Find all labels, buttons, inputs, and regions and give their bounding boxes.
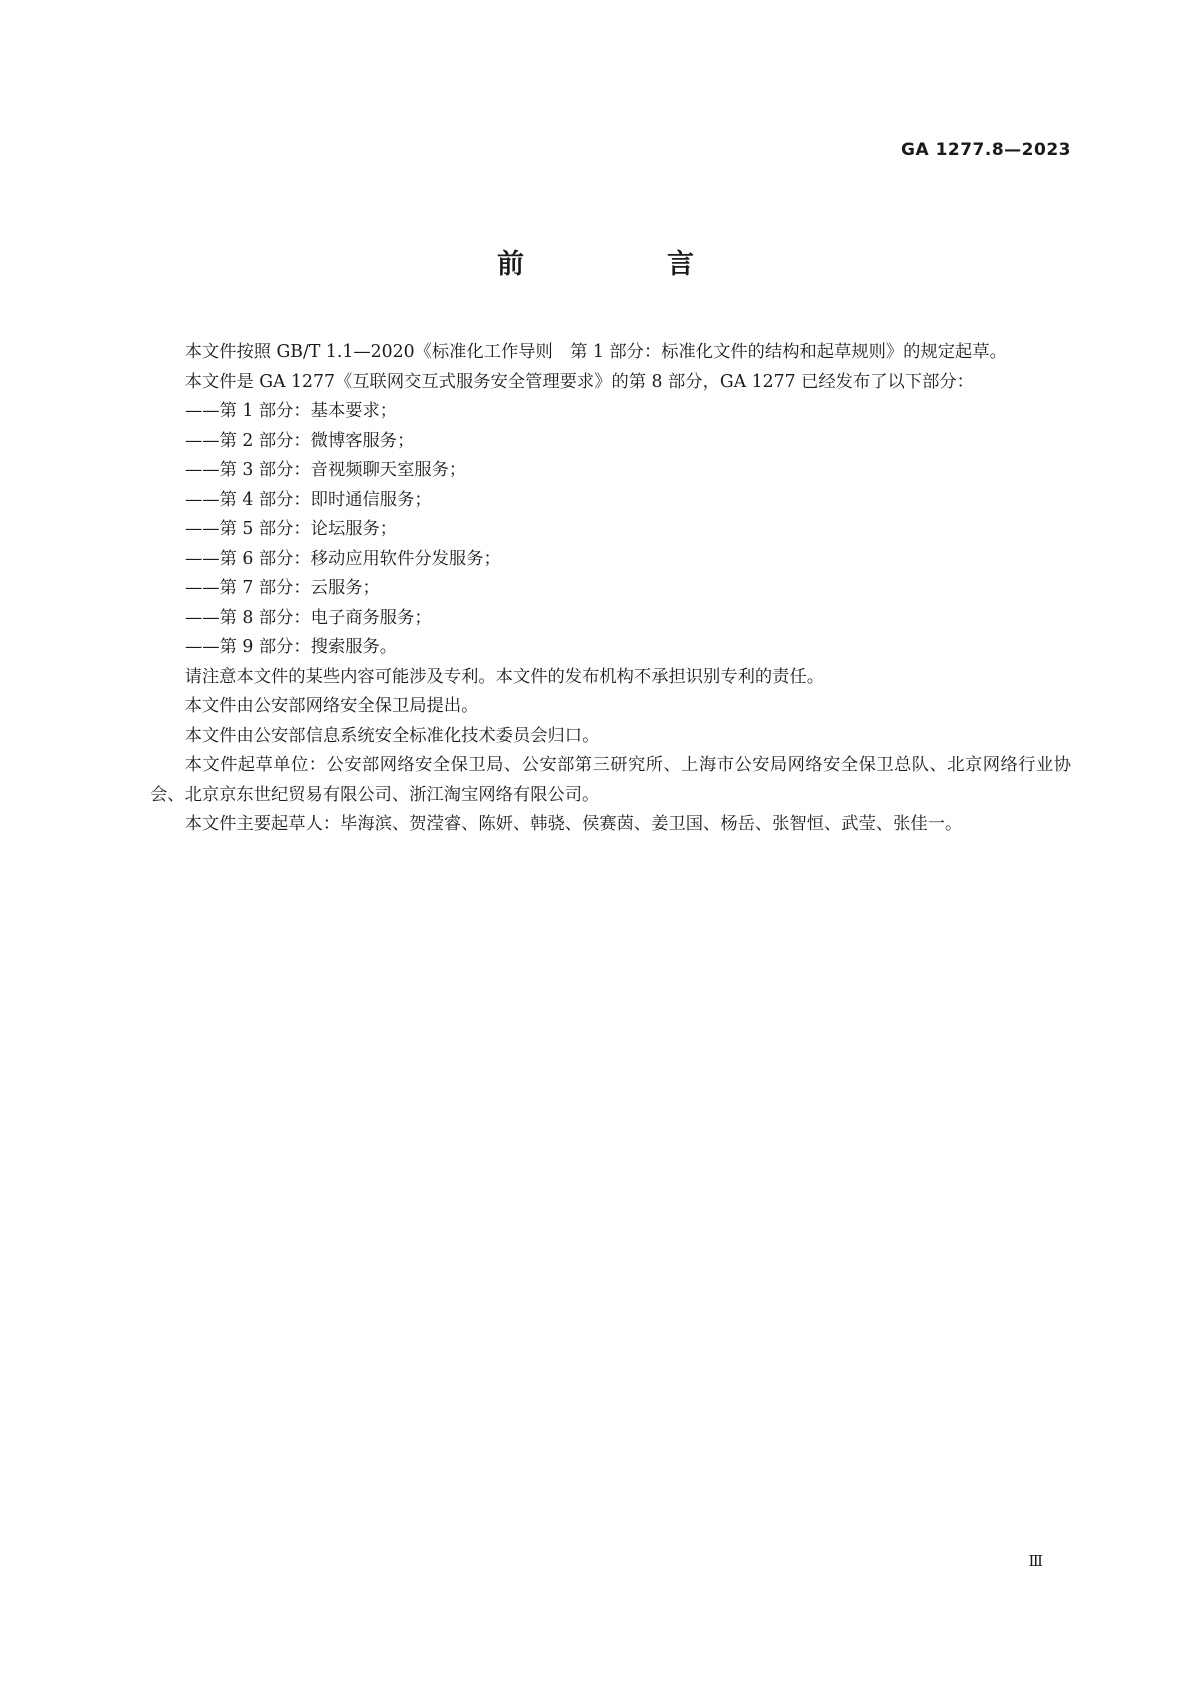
- parts-list-item: ——第 5 部分：论坛服务；: [185, 519, 398, 539]
- parts-list-item: ——第 8 部分：电子商务服务；: [185, 607, 432, 628]
- committee-paragraph: 本文件由公安部信息系统安全标准化技术委员会归口。: [184, 725, 600, 746]
- parts-list-item: ——第 3 部分：音视频聊天室服务；: [185, 460, 467, 480]
- proposer-paragraph: 本文件由公安部网络安全保卫局提出。: [184, 696, 479, 716]
- parts-list-item: ——第 4 部分：即时通信服务；: [185, 489, 432, 510]
- document-body: [150, 338, 1071, 840]
- page-title: 前 言: [497, 249, 752, 280]
- drafting-units-paragraph: 本文件起草单位：公安部网络安全保卫局、公安部第三研究所、上海市公安局网络安全保卫总队、北京网络行业协会、北京京东世纪贸易有限公司、浙江淘宝网络有限公司。: [150, 755, 1071, 805]
- parts-list-item: ——第 9 部分：搜索服务。: [185, 637, 398, 657]
- parts-list-item: ——第 2 部分：微博客服务；: [185, 430, 415, 451]
- parts-list-item: ——第 1 部分：基本要求；: [185, 401, 398, 421]
- parts-list-item: ——第 6 部分：移动应用软件分发服务；: [185, 548, 501, 569]
- intro-paragraph: 本文件是 GA 1277《互联网交互式服务安全管理要求》的第 8 部分，GA 1277 已经发布了以下部分：: [184, 371, 974, 392]
- patent-notice-paragraph: 请注意本文件的某些内容可能涉及专利。本文件的发布机构不承担识别专利的责任。: [184, 666, 825, 687]
- parts-list-item: ——第 7 部分：云服务；: [185, 578, 380, 598]
- drafters-paragraph: 本文件主要起草人：毕海滨、贺滢睿、陈妍、韩骁、侯赛茵、姜卫国、杨岳、张智恒、武莹、张佳一。: [184, 814, 963, 834]
- intro-paragraph: 本文件按照 GB/T 1.1—2020《标准化工作导则 第 1 部分：标准化文件的结构和起草规则》的规定起草。: [184, 342, 1007, 362]
- page-number: Ⅲ: [1028, 1552, 1044, 1570]
- standard-number: GA 1277.8—2023: [901, 140, 1071, 160]
